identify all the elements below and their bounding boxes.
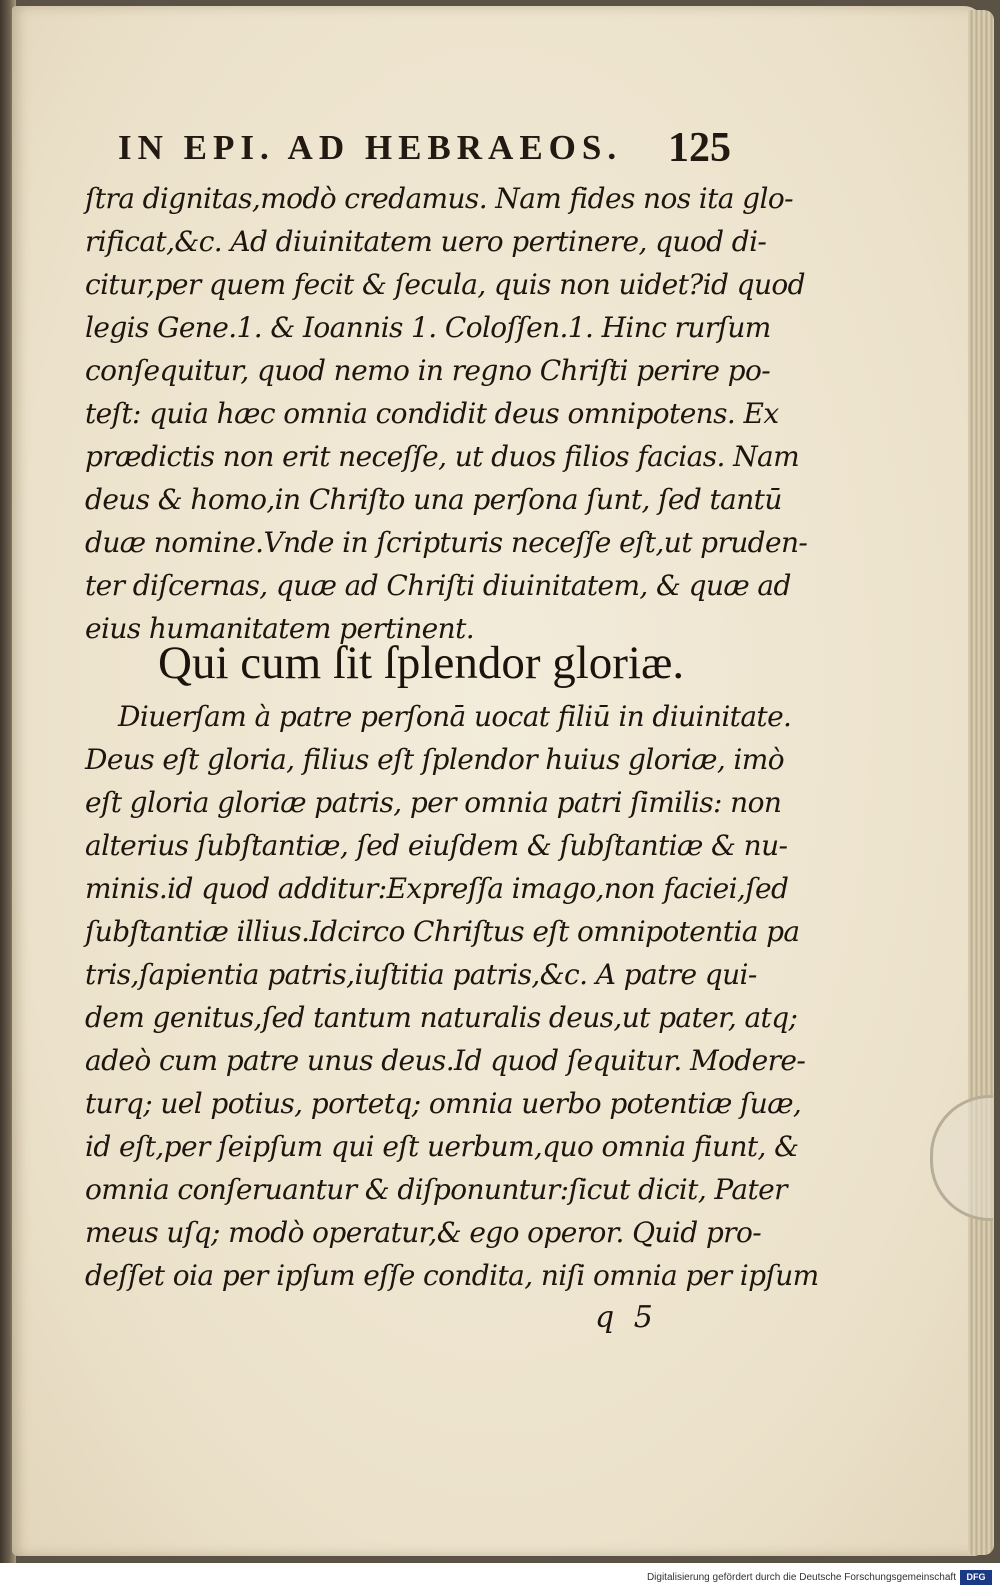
text-line: omnia conſeruantur & diſponuntur:ſicut dicit, Pater [85,1173,787,1206]
text-line: Diuerſam à patre perſonā uocat filiū in diuinitate. [118,700,792,733]
text-line: conſequitur, quod nemo in regno Chriſti perire po- [85,354,771,387]
text-line: eius humanitatem pertinent. [85,612,475,645]
dfg-logo: DFG [960,1570,992,1585]
lemma-heading: Qui cum ſit ſplendor gloriæ. [158,637,685,689]
text-line: citur,per quem fecit & ſecula, quis non uidet?id quod [85,268,806,301]
text-line: id eſt,per ſeipſum qui eſt uerbum,quo omnia fiunt, & [85,1130,799,1163]
text-line: adeò cum patre unus deus.Id quod ſequitur. Modere- [85,1044,806,1077]
text-line: ter diſcernas, quæ ad Chriſti diuinitatem, & quæ ad [85,569,791,602]
text-line: deus & homo,in Chriſto una perſona ſunt, ſed tantū [85,483,782,516]
text-line: ſtra dignitas,modò credamus. Nam fides nos ita glo- [85,182,793,215]
text-line: minis.id quod additur:Expreſſa imago,non faciei,ſed [85,872,789,905]
text-line: turq; uel potius, portetq; omnia uerbo potentiæ ſuæ, [85,1087,802,1120]
text-line: deſſet oia per ipſum eſſe condita, niſi omnia per ipſum [85,1259,819,1292]
page-header [118,125,758,172]
text-line: meus uſq; modò operatur,& ego operor. Quid pro- [85,1216,762,1249]
text-line: teſt: quia hæc omnia condidit deus omnipotens. Ex [85,397,779,430]
signature-mark: q 5 [595,1300,653,1335]
text-line: alterius ſubſtantiæ, ſed eiuſdem & ſubſtantiæ & nu- [85,829,788,862]
text-line: dem genitus,ſed tantum naturalis deus,ut pater, atq; [85,1001,798,1034]
running-title: IN EPI. AD HEBRAEOS. [118,128,623,167]
page-number: 125 [668,125,731,171]
text-line: duæ nomine.Vnde in ſcripturis neceſſe eſt,ut pruden- [85,526,808,559]
text-line: legis Gene.1. & Ioannis 1. Coloſſen.1. Hinc rurſum [85,311,771,344]
page-fore-edge [968,10,994,1555]
text-line: Deus eſt gloria, filius eſt ſplendor huius gloriæ, imò [85,743,784,776]
text-line: ſubſtantiæ illius.Idcirco Chriſtus eſt omnipotentia pa [85,915,800,948]
text-line: prædictis non erit neceſſe, ut duos filios facias. Nam [85,440,800,473]
text-line: tris,ſapientia patris,iuſtitia patris,&c. A patre qui- [85,958,757,991]
funding-credit: Digitalisierung gefördert durch die Deutsche Forschungsgemeinschaft [646,1572,956,1583]
text-line: rificat,&c. Ad diuinitatem uero pertinere, quod di- [85,225,767,258]
footer-bar [0,1563,1000,1595]
text-line: eſt gloria gloriæ patris, per omnia patri ſimilis: non [85,786,782,819]
